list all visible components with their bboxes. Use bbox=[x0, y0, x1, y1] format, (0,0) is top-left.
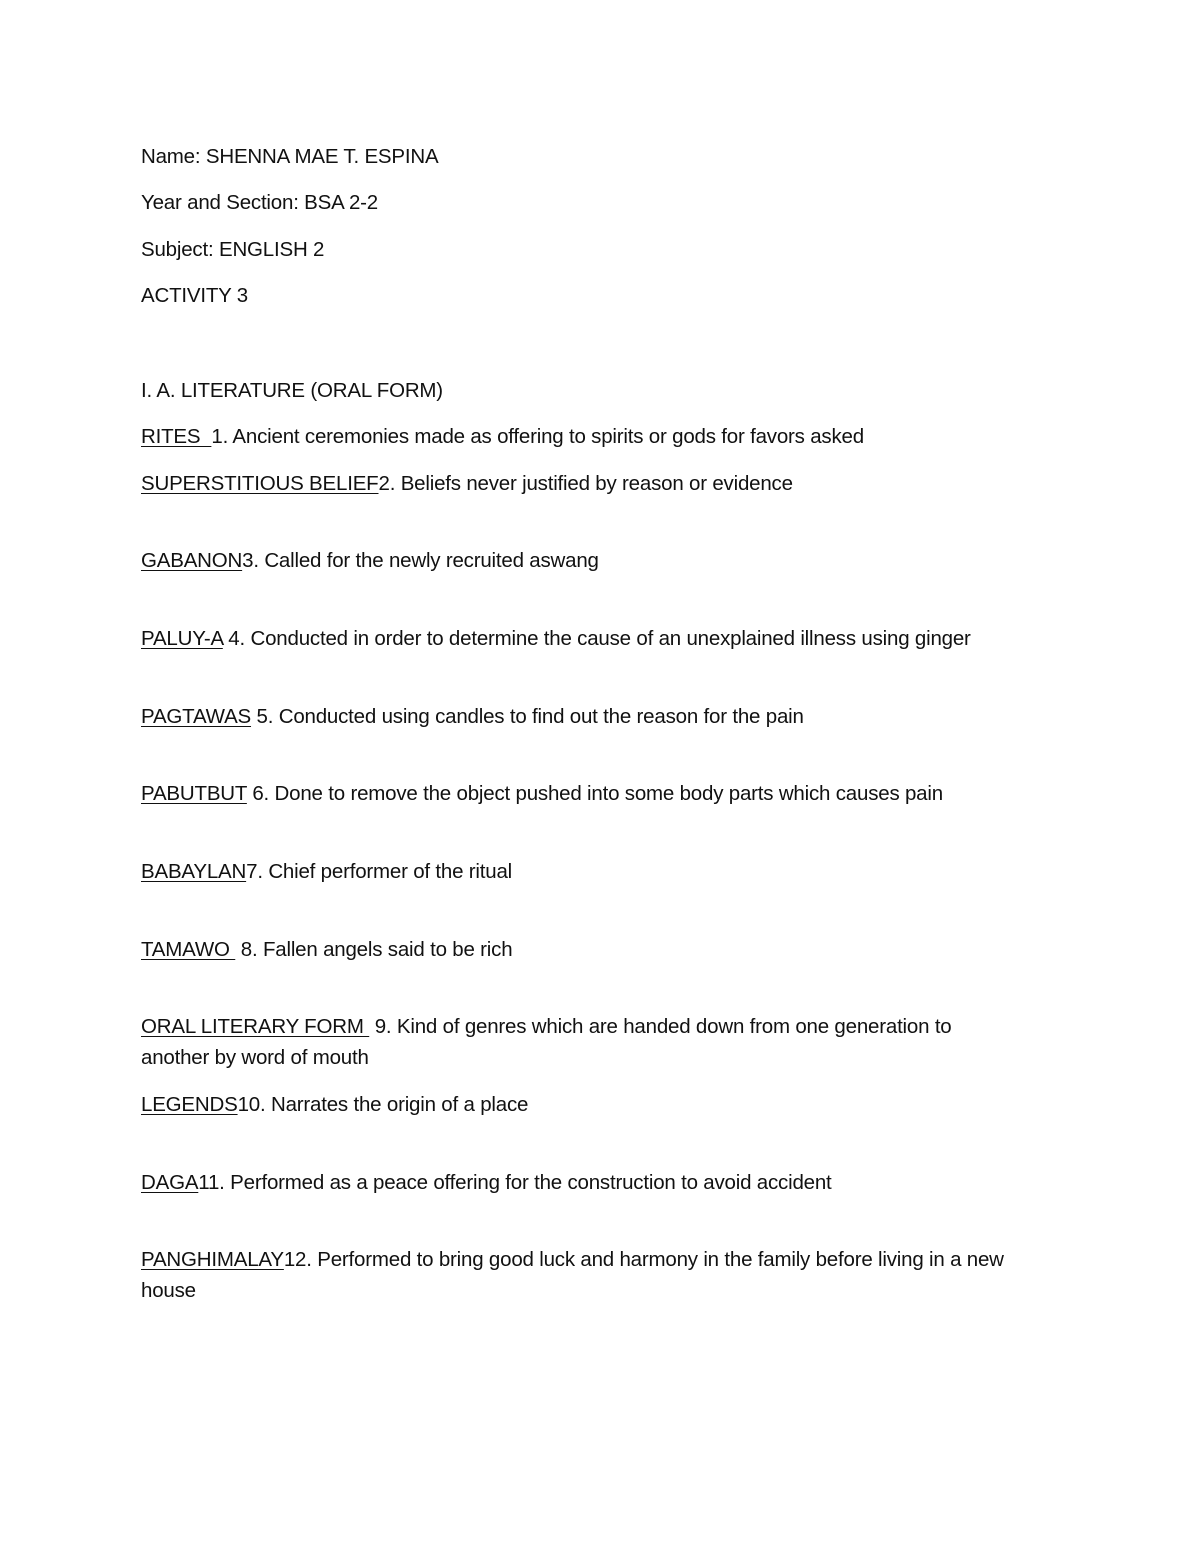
definition-text: 5. Conducted using candles to find out the reason for the pain bbox=[251, 705, 804, 728]
list-item bbox=[141, 545, 1061, 576]
list-item bbox=[141, 778, 1061, 809]
list-item bbox=[141, 623, 1061, 654]
answer-text: SUPERSTITIOUS BELIEF bbox=[141, 472, 379, 495]
list-item bbox=[141, 701, 1061, 732]
answer-text: BABAYLAN bbox=[141, 860, 247, 883]
answer-text: GABANON bbox=[141, 549, 243, 572]
definition-text: 9. Kind of genres which are handed down from one generation to another by word of mouth bbox=[141, 1015, 952, 1069]
answer-text: PAGTAWAS bbox=[141, 705, 252, 728]
definition-text: 6. Done to remove the object pushed into some body parts which causes pain bbox=[246, 782, 943, 805]
section-title: I. A. LITERATURE (ORAL FORM) bbox=[141, 379, 443, 402]
activity-title: ACTIVITY 3 bbox=[141, 284, 248, 307]
answer-text: PABUTBUT bbox=[141, 782, 247, 805]
definition-text: 2. Beliefs never justified by reason or evidence bbox=[378, 472, 793, 495]
list-item bbox=[141, 421, 1061, 452]
definition-text: 10. Narrates the origin of a place bbox=[237, 1093, 529, 1116]
list-item bbox=[141, 1089, 1061, 1120]
list-item bbox=[141, 468, 1061, 499]
answer-text: PALUY-A bbox=[141, 627, 223, 650]
answer-text: TAMAWO bbox=[141, 938, 236, 961]
answer-text: DAGA bbox=[141, 1171, 199, 1194]
list-item bbox=[141, 934, 1061, 965]
definition-text: 7. Chief performer of the ritual bbox=[246, 860, 513, 883]
answer-text: RITES bbox=[141, 425, 212, 448]
list-item bbox=[141, 856, 1061, 887]
list-item bbox=[141, 1167, 1061, 1198]
definition-text: 1. Ancient ceremonies made as offering to spirits or gods for favors asked bbox=[211, 425, 864, 448]
definition-text: 3. Called for the newly recruited aswang bbox=[242, 549, 599, 572]
answer-text: LEGENDS bbox=[141, 1093, 238, 1116]
answer-text: ORAL LITERARY FORM bbox=[141, 1015, 370, 1038]
student-name: Name: SHENNA MAE T. ESPINA bbox=[141, 145, 439, 168]
definition-text: 4. Conducted in order to determine the cause of an unexplained illness using ginger bbox=[222, 627, 971, 650]
definition-text: 11. Performed as a peace offering for the construction to avoid accident bbox=[198, 1171, 832, 1194]
definition-text: 12. Performed to bring good luck and harmony in the family before living in a new house bbox=[141, 1248, 1004, 1302]
definition-text: 8. Fallen angels said to be rich bbox=[235, 938, 513, 961]
year-and-section: Year and Section: BSA 2-2 bbox=[141, 191, 378, 214]
list-item bbox=[141, 1011, 1021, 1073]
subject: Subject: ENGLISH 2 bbox=[141, 238, 325, 261]
list-item bbox=[141, 1244, 1056, 1306]
answer-text: PANGHIMALAY bbox=[141, 1248, 284, 1271]
